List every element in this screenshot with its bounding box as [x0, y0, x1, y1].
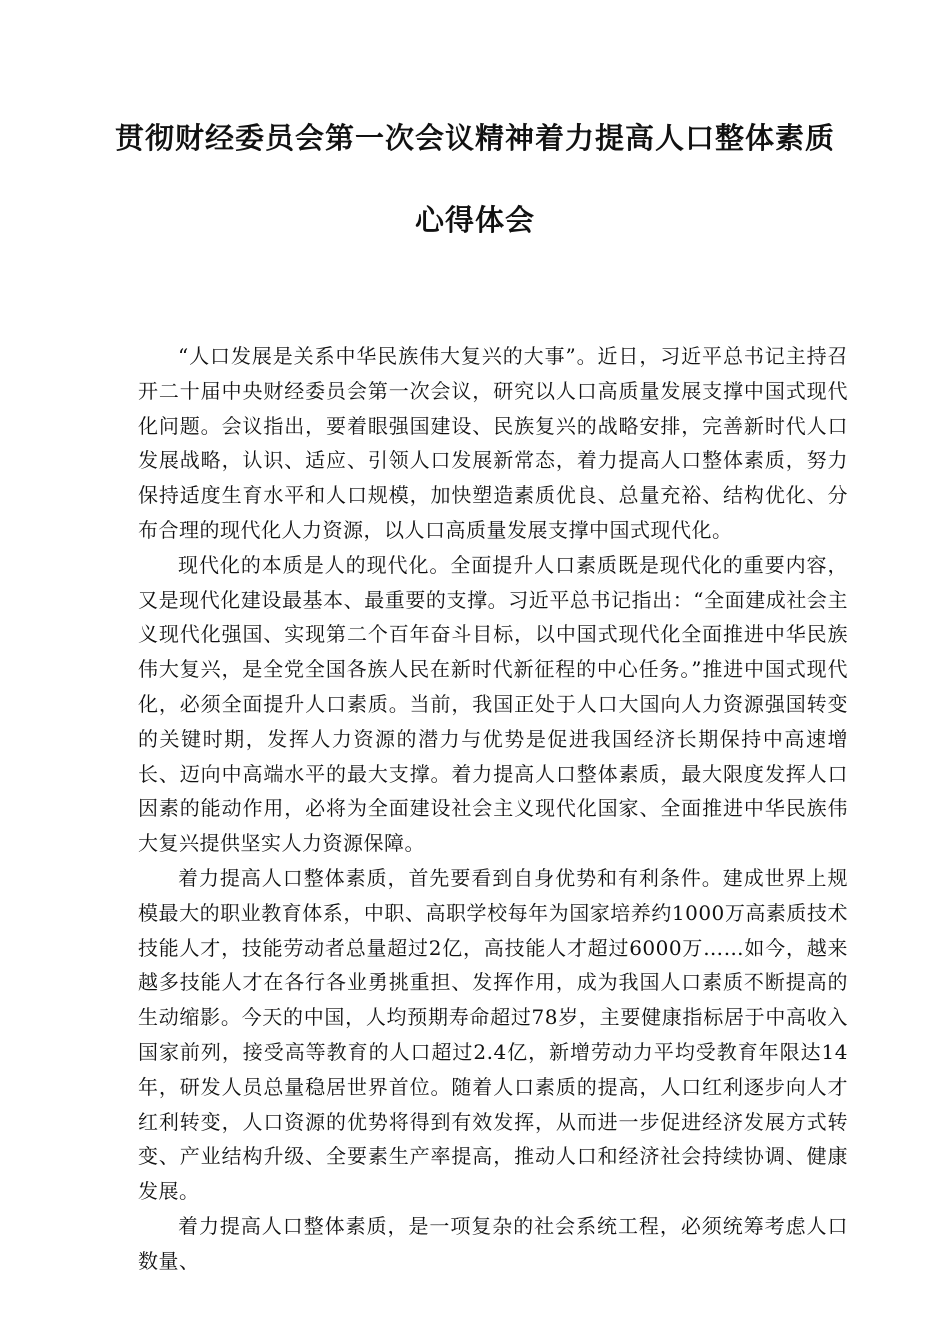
document-body	[138, 339, 848, 1279]
paragraph-2: 现代化的本质是人的现代化。全面提升人口素质既是现代化的重要内容，又是现代化建设最基本、最重要的支撑。习近平总书记指出：“全面建成社会主义现代化强国、实现第二个百年奋斗目标，以中国式现代化全面推进中华民族伟大复兴，是全党全国各族人民在新时代新征程的中心任务。”推进中国式现代化，必须全面提升人口素质。当前，我国正处于人口大国向人力资源强国转变的关键时期，发挥人力资源的潜力与优势是促进我国经济长期保持中高速增长、迈向中高端水平的最大支撑。着力提高人口整体素质，最大限度发挥人口因素的能动作用，必将为全面建设社会主义现代化国家、全面推进中华民族伟大复兴提供坚实人力资源保障。	[138, 552, 848, 856]
paragraph-1: “人口发展是关系中华民族伟大复兴的大事”。近日，习近平总书记主持召开二十届中央财经委员会第一次会议，研究以人口高质量发展支撑中国式现代化问题。会议指出，要着眼强国建设、民族复兴的战略安排，完善新时代人口发展战略，认识、适应、引领人口发展新常态，着力提高人口整体素质，努力保持适度生育水平和人口规模，加快塑造素质优良、总量充裕、结构优化、分布合理的现代化人力资源，以人口高质量发展支撑中国式现代化。	[138, 344, 848, 542]
document-title	[100, 120, 850, 238]
title-line-1: 贯彻财经委员会第一次会议精神着力提高人口整体素质	[114, 121, 835, 155]
paragraph-4: 着力提高人口整体素质，是一项复杂的社会系统工程，必须统筹考虑人口数量、	[138, 1213, 848, 1273]
paragraph-3: 着力提高人口整体素质，首先要看到自身优势和有利条件。建成世界上规模最大的职业教育体系，中职、高职学校每年为国家培养约1000万高素质技术技能人才，技能劳动者总量超过2亿，高技能人才超过6000万……如今，越来越多技能人才在各行各业勇挑重担、发挥作用，成为我国人口素质不断提高的生动缩影。今天的中国，人均预期寿命超过78岁，主要健康指标居于中高收入国家前列，接受高等教育的人口超过2.4亿，新增劳动力平均受教育年限达14年，研发人员总量稳居世界首位。随着人口素质的提高，人口红利逐步向人才红利转变，人口资源的优势将得到有效发挥，从而进一步促进经济发展方式转变、产业结构升级、全要素生产率提高，推动人口和经济社会持续协调、健康发展。	[138, 865, 848, 1204]
title-line-2: 心得体会	[414, 203, 535, 237]
